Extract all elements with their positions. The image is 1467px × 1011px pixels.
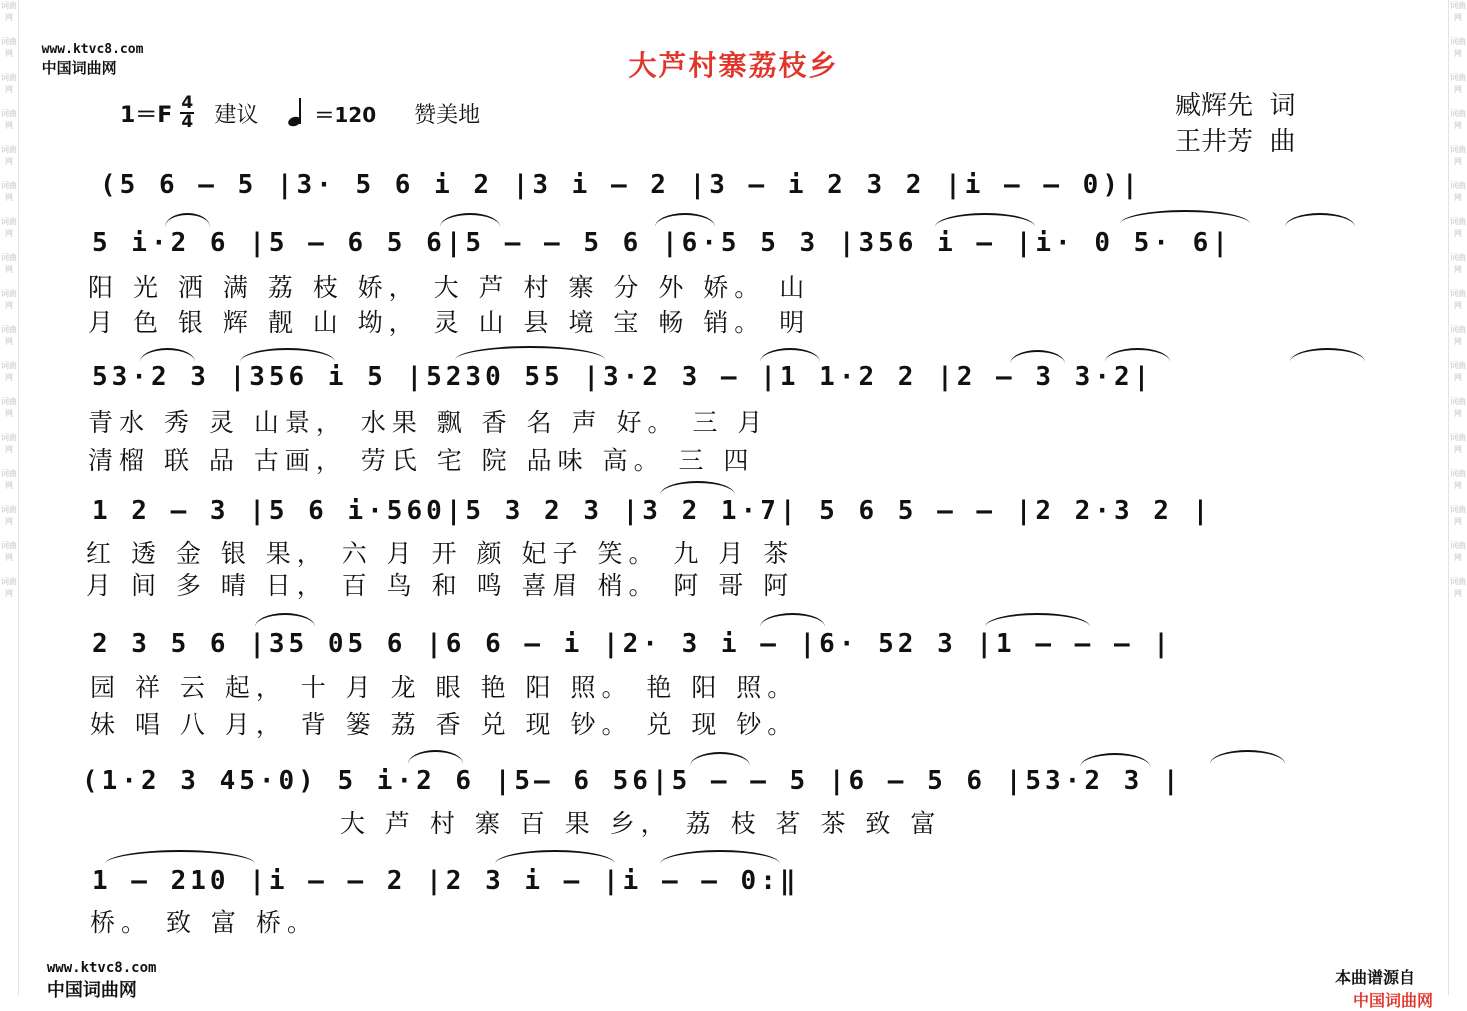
side-watermark-text: 词曲网 — [1450, 1, 1466, 22]
side-watermark-text: 词曲网 — [1450, 181, 1466, 202]
side-watermark-text: 词曲网 — [1450, 541, 1466, 562]
lyricist: 臧辉先 词 — [1175, 91, 1296, 121]
side-watermark-text: 词曲网 — [1, 109, 17, 130]
slur — [760, 613, 825, 627]
slur — [690, 752, 750, 766]
side-watermark-text: 词曲网 — [1, 253, 17, 274]
system-4-lyric-2: 妹 唱 八 月， 背 篓 荔 香 兑 现 钞。 兑 现 钞。 — [90, 710, 799, 739]
slur — [408, 750, 463, 764]
slur — [1290, 348, 1365, 362]
system-2-lyric-1: 青水 秀 灵 山景， 水果 飘 香 名 声 好。 三 月 — [88, 408, 769, 437]
time-top: 4 — [181, 93, 194, 113]
side-watermark-text: 词曲网 — [1, 37, 17, 58]
slur — [495, 850, 615, 864]
slur — [455, 346, 605, 360]
composer: 王井芳 曲 — [1175, 127, 1296, 157]
footer-site — [30, 944, 156, 1002]
side-watermark-text: 词曲网 — [1, 181, 17, 202]
slur — [935, 213, 1035, 227]
side-watermark-text: 词曲网 — [1, 469, 17, 490]
slur — [165, 213, 210, 227]
side-watermark-text: 词曲网 — [1450, 433, 1466, 454]
style-mark: 赞美地 — [414, 102, 481, 128]
side-watermark-text: 词曲网 — [1450, 253, 1466, 274]
source-label: 本曲谱源自 — [1334, 968, 1415, 987]
credits — [1175, 88, 1296, 160]
side-watermark-text: 词曲网 — [1, 289, 17, 310]
quarter-note-icon — [288, 98, 306, 128]
system-3-lyric-2: 月 间 多 晴 日， 百 鸟 和 鸣 喜眉 梢。 阿 哥 阿 — [86, 571, 795, 600]
system-5-lyric-1: 大 芦 村 寨 百 果 乡， 荔 枝 茗 茶 致 富 — [340, 809, 942, 838]
system-4-notes: 2 3 5 6 |35 05 6 |6 6 – i |2· 3 i – |6· 52 3 |1 – – – | — [92, 629, 1173, 659]
system-3-lyric-1: 红 透 金 银 果， 六 月 开 颜 妃子 笑。 九 月 茶 — [86, 539, 795, 568]
side-watermark-text: 词曲网 — [1450, 289, 1466, 310]
system-1-lyric-1: 阳 光 洒 满 荔 枝 娇， 大 芦 村 寨 分 外 娇。 山 — [88, 273, 811, 302]
side-watermark-text: 词曲网 — [1, 325, 17, 346]
slur — [660, 850, 780, 864]
system-2-lyric-2: 清榴 联 品 古画， 劳氏 宅 院 品味 高。 三 四 — [88, 446, 755, 475]
side-watermark-text: 词曲网 — [1450, 505, 1466, 526]
slur — [1120, 210, 1250, 224]
side-watermark-text: 词曲网 — [1, 73, 17, 94]
footer-url[interactable]: www.ktvc8.com — [46, 960, 157, 976]
slur — [1105, 348, 1170, 362]
song-title: 大芦村寨荔枝乡 — [628, 49, 839, 82]
slur — [1080, 753, 1150, 767]
side-watermark-text: 词曲网 — [1450, 109, 1466, 130]
side-watermark-text: 词曲网 — [1, 397, 17, 418]
slur — [655, 213, 715, 227]
side-watermark-text: 词曲网 — [1, 541, 17, 562]
side-watermark-text: 词曲网 — [1450, 325, 1466, 346]
side-watermark-text: 词曲网 — [1450, 469, 1466, 490]
side-watermark-text: 词曲网 — [1, 145, 17, 166]
system-4-lyric-1: 园 祥 云 起， 十 月 龙 眼 艳 阳 照。 艳 阳 照。 — [90, 673, 799, 702]
side-watermark-text: 词曲网 — [1, 505, 17, 526]
slur — [985, 613, 1090, 627]
side-watermark-text: 词曲网 — [1, 361, 17, 382]
system-1-notes: 5 i·2 6 |5 – 6 5 6|5 – – 5 6 |6·5 5 3 |356 i – |i· 0 5· 6| — [92, 228, 1232, 258]
system-6-lyric-1: 桥。 致 富 桥。 — [90, 908, 318, 937]
side-watermark-text: 词曲网 — [1, 217, 17, 238]
side-watermark-text: 词曲网 — [1450, 361, 1466, 382]
slur — [760, 348, 820, 362]
slur — [660, 481, 735, 495]
system-3-notes: 1 2 – 3 |5 6 i·560|5 3 2 3 |3 2 1·7| 5 6 5 – – |2 2·3 2 | — [92, 496, 1213, 526]
time-bottom: 4 — [181, 112, 194, 132]
system-6-notes: 1 – 210 |i – – 2 |2 3 i – |i – – 0:‖ — [92, 866, 800, 896]
intro-notes: (5 6 – 5 |3· 5 6 i 2 |3 i – 2 |3 – i 2 3 2 |i – – 0)| — [100, 170, 1142, 200]
slur — [255, 613, 315, 627]
slur — [140, 348, 195, 362]
side-watermark-text: 词曲网 — [1450, 73, 1466, 94]
side-watermark-text: 词曲网 — [1450, 397, 1466, 418]
system-1-lyric-2: 月 色 银 辉 靓 山 坳， 灵 山 县 境 宝 畅 销。 明 — [88, 308, 811, 337]
slur — [1210, 750, 1285, 764]
side-watermark-text: 词曲网 — [1, 577, 17, 598]
score-meta — [120, 95, 480, 131]
slur — [1285, 213, 1355, 227]
key-signature: 1＝F — [120, 102, 173, 128]
side-watermark-text: 词曲网 — [1450, 145, 1466, 166]
site-name: 中国词曲网 — [41, 59, 117, 77]
slur — [440, 213, 500, 227]
footer-site-name: 中国词曲网 — [46, 980, 137, 1001]
system-5-notes: (1·2 3 45·0) 5 i·2 6 |5– 6 56|5 – – 5 |6 – 5 6 |53·2 3 | — [82, 766, 1183, 796]
tempo-suggest-label: 建议 — [214, 102, 259, 128]
footer-source — [1324, 946, 1433, 1011]
side-watermark-text: 词曲网 — [1450, 217, 1466, 238]
source-link[interactable]: 中国词曲网 — [1352, 991, 1433, 1010]
time-signature — [180, 95, 194, 131]
side-watermark-text: 词曲网 — [1450, 577, 1466, 598]
side-watermark-text: 词曲网 — [1, 1, 17, 22]
side-watermark-text: 词曲网 — [1, 433, 17, 454]
tempo-value: ＝120 — [314, 102, 377, 127]
right-watermark-strip — [1448, 0, 1467, 995]
site-url[interactable]: www.ktvc8.com — [41, 42, 144, 57]
slur — [240, 348, 335, 362]
left-watermark-strip — [0, 0, 19, 995]
side-watermark-text: 词曲网 — [1450, 37, 1466, 58]
slur — [105, 850, 255, 864]
system-2-notes: 53·2 3 |356 i 5 |5230 55 |3·2 3 – |1 1·2 2 |2 – 3 3·2| — [92, 362, 1154, 392]
